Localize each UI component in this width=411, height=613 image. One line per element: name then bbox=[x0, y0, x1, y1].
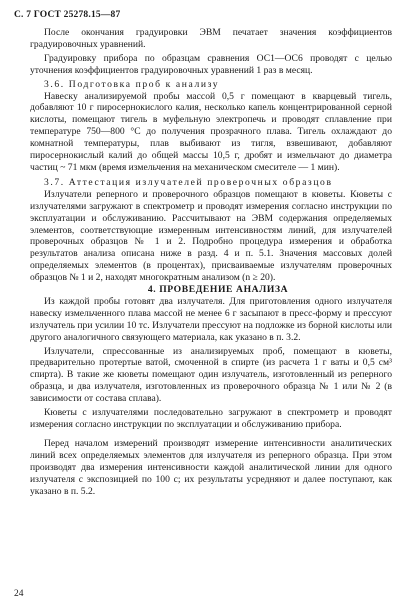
paragraph-loading: Кюветы с излучателями последовательно загружают в спектрометр и проводят измерения согласно инструкции по эксплуатации и обслуживанию прибора. bbox=[30, 407, 392, 430]
paragraph-two-emitters: Из каждой пробы готовят два излучателя. Для приготовления одного излучателя навеску измельченного плава массой не менее 6 г засыпают в пресс-форму и прессуют излучатель при усилии 10 тс. Излучатели прессуют на подложке из борной кислоты или другого аналогичного связующего материала, как указано в п. 3.2. bbox=[30, 295, 392, 343]
subsection-heading-3-7: 3.7. Аттестация излучателей проверочных образцов bbox=[44, 176, 333, 188]
page-header: С. 7 ГОСТ 25278.15—87 bbox=[14, 10, 121, 20]
page-number: 24 bbox=[14, 589, 24, 599]
subsection-heading-3-6: 3.6. Подготовка проб к анализу bbox=[44, 78, 220, 90]
paragraph-sample-preparation: Навеску анализируемой пробы массой 0,5 г помещают в кварцевый тигель, добавляют 10 г пиросернокислого калия, несколько капель концентрированной серной кислоты, помещают тигель в муфельную электропечь и проводят сплавление при температуре 750—800 °С до получения прозрачного плава. Тигель охлаждают до комнатной температуры, плав выбивают из тигля, взвешивают, добавляют пиросернокислый калий до общей массы 10,5 г, дробят и измельчают до диаметра частиц ~ 71 мкм (время измельчения на механическом смесителе — 1 мин). bbox=[30, 90, 392, 173]
paragraph-calibration-end: После окончания градуировки ЭВМ печатает значения коэффициентов градуировочных уравнений. bbox=[30, 27, 392, 50]
paragraph-measurement: Перед началом измерений производят измерение интенсивности аналитических линий всех определяемых элементов для излучателя из реперного образца. При этом производят два измерения интенсивности каждой аналитической линии для одного излучателя с экспозицией по 100 с; их результаты усредняют и далее поступают, как указано в п. 5.2. bbox=[30, 437, 392, 497]
paragraph-calibration-monthly: Градуировку прибора по образцам сравнения ОС1—ОС6 проводят с целью уточнения коэффициентов градуировочных уравнений 1 раз в месяц. bbox=[30, 52, 392, 76]
paragraph-certification: Излучатели реперного и проверочного образцов помещают в кюветы. Кюветы с излучателями загружают в спектрометр и проводят измерения согласно инструкции по эксплуатации и обслуживанию. Рассчитывают на ЭВМ содержания определяемых элементов, соответствующие измеренным интенсивностям линий, для излучателей проверочных образцов № 1 и 2. Подробно процедура измерения и обработка результатов анализа описана ниже в разд. 4 и п. 5.1. Значения массовых долей определяемых элементов (в процентах), присваиваемые излучателям проверочных образцов № 1 и 2, находят многократным анализом (n ≥ 20). bbox=[30, 188, 392, 284]
section-title-4: 4. ПРОВЕДЕНИЕ АНАЛИЗА bbox=[147, 284, 289, 296]
document-body bbox=[30, 27, 392, 497]
paragraph-cuvettes: Излучатели, спрессованные из анализируемых проб, помещают в кюветы, предварительно протертые ватой, смоченной в спирте (из расчета 1 г ваты и 0,5 см³ спирта). В такие же кюветы помещают один излучатель, изготовленный из реперного образца, и два излучателя, изготовленных из проверочного образца № 1 или № 2 (в зависимости от состава сплава). bbox=[30, 345, 392, 405]
